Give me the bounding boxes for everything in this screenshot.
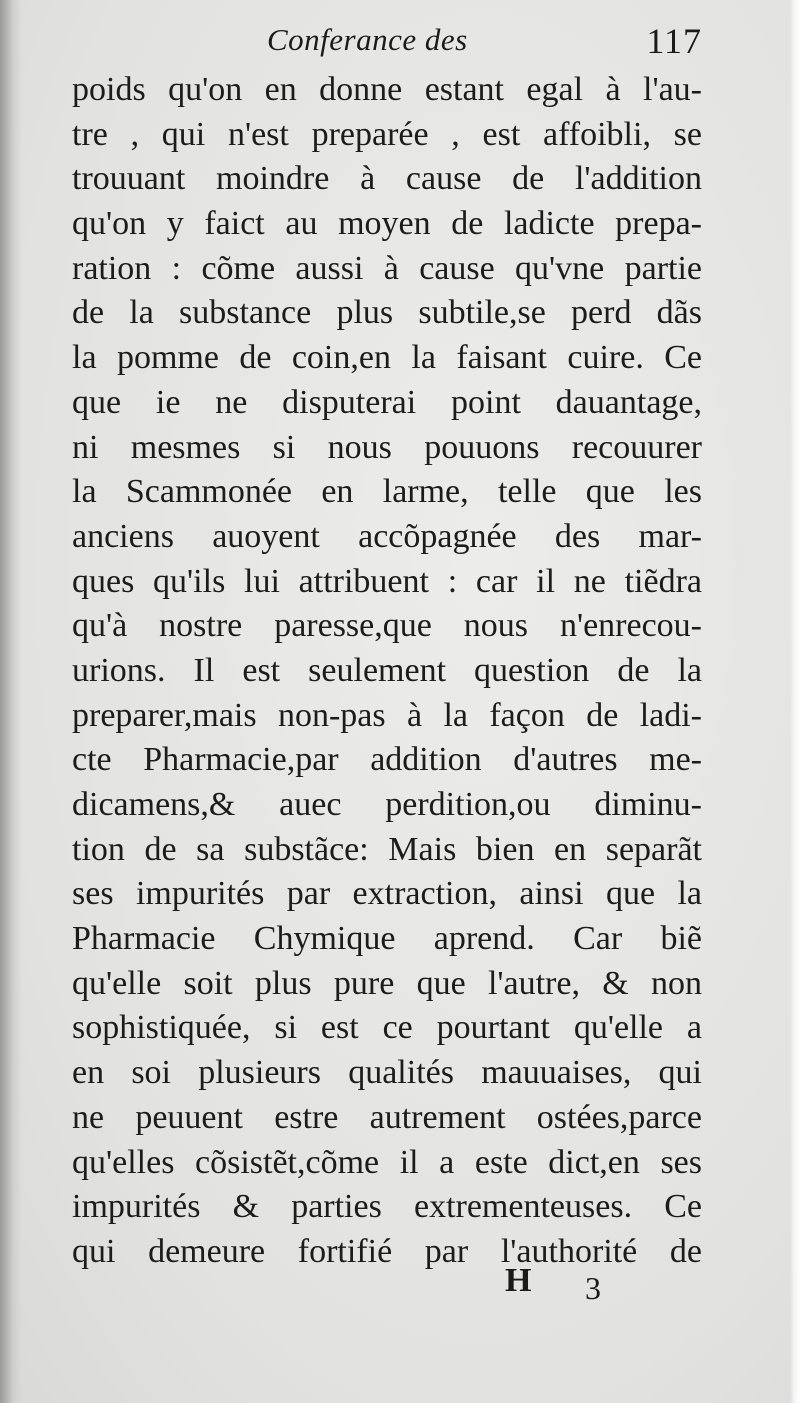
text-line: preparer,mais non-pas à la façon de ladi- <box>72 696 702 734</box>
text-line: qu'elles cõsistẽt,cõme il a este dict,en ses <box>72 1143 702 1181</box>
text-line: impurités & parties extrementeuses. Ce <box>72 1188 702 1226</box>
text-line: qui demeure fortifié par l'authorité de <box>72 1232 702 1270</box>
text-line: la Scammonée en larme, telle que les <box>72 473 702 511</box>
text-line: ni mesmes si nous pouuons recouurer <box>72 428 702 466</box>
running-head: Conferance des <box>267 22 468 57</box>
text-line: la pomme de coin,en la faisant cuire. Ce <box>72 339 702 377</box>
text-line: ses impurités par extraction, ainsi que la <box>72 875 702 913</box>
text-line: anciens auoyent accõpagnée des mar- <box>72 517 702 555</box>
text-line: qu'elle soit plus pure que l'autre, & non <box>72 964 702 1002</box>
text-line: tion de sa substãce: Mais bien en separãt <box>72 830 702 868</box>
text-line: ration : cõme aussi à cause qu'vne partie <box>72 249 702 287</box>
text-line: trouuant moindre à cause de l'addition <box>72 160 702 198</box>
page-number: 117 <box>646 21 702 61</box>
text-line: ques qu'ils lui attribuent : car il ne tiẽdra <box>72 562 702 600</box>
signature-number: 3 <box>585 1270 601 1306</box>
text-line: ne peuuent estre autrement ostées,parce <box>72 1098 702 1136</box>
text-line: que ie ne disputerai point dauantage, <box>72 383 702 421</box>
text-line: poids qu'on en donne estant egal à l'au- <box>72 71 702 108</box>
page-edge <box>790 0 800 1403</box>
text-line: sophistiquée, si est ce pourtant qu'elle a <box>72 1009 702 1047</box>
text-line: en soi plusieurs qualités mauuaises, qui <box>72 1054 702 1092</box>
text-line: qu'on y faict au moyen de ladicte prepa- <box>72 205 702 243</box>
page-gutter-shadow <box>0 0 22 1403</box>
text-line: dicamens,& auec perdition,ou diminu- <box>72 786 702 823</box>
text-line: de la substance plus subtile,se perd dãs <box>72 294 702 332</box>
text-line: cte Pharmacie,par addition d'autres me- <box>72 741 702 779</box>
signature-mark: H <box>505 1262 532 1299</box>
text-line: qu'à nostre paresse,que nous n'enrecou- <box>72 607 702 645</box>
body-text <box>72 68 702 1275</box>
page-header <box>72 14 702 64</box>
text-line: urions. Il est seulement question de la <box>72 651 702 689</box>
text-line: tre , qui n'est preparée , est affoibli, se <box>72 115 702 153</box>
text-line: Pharmacie Chymique aprend. Car biẽ <box>72 920 702 958</box>
